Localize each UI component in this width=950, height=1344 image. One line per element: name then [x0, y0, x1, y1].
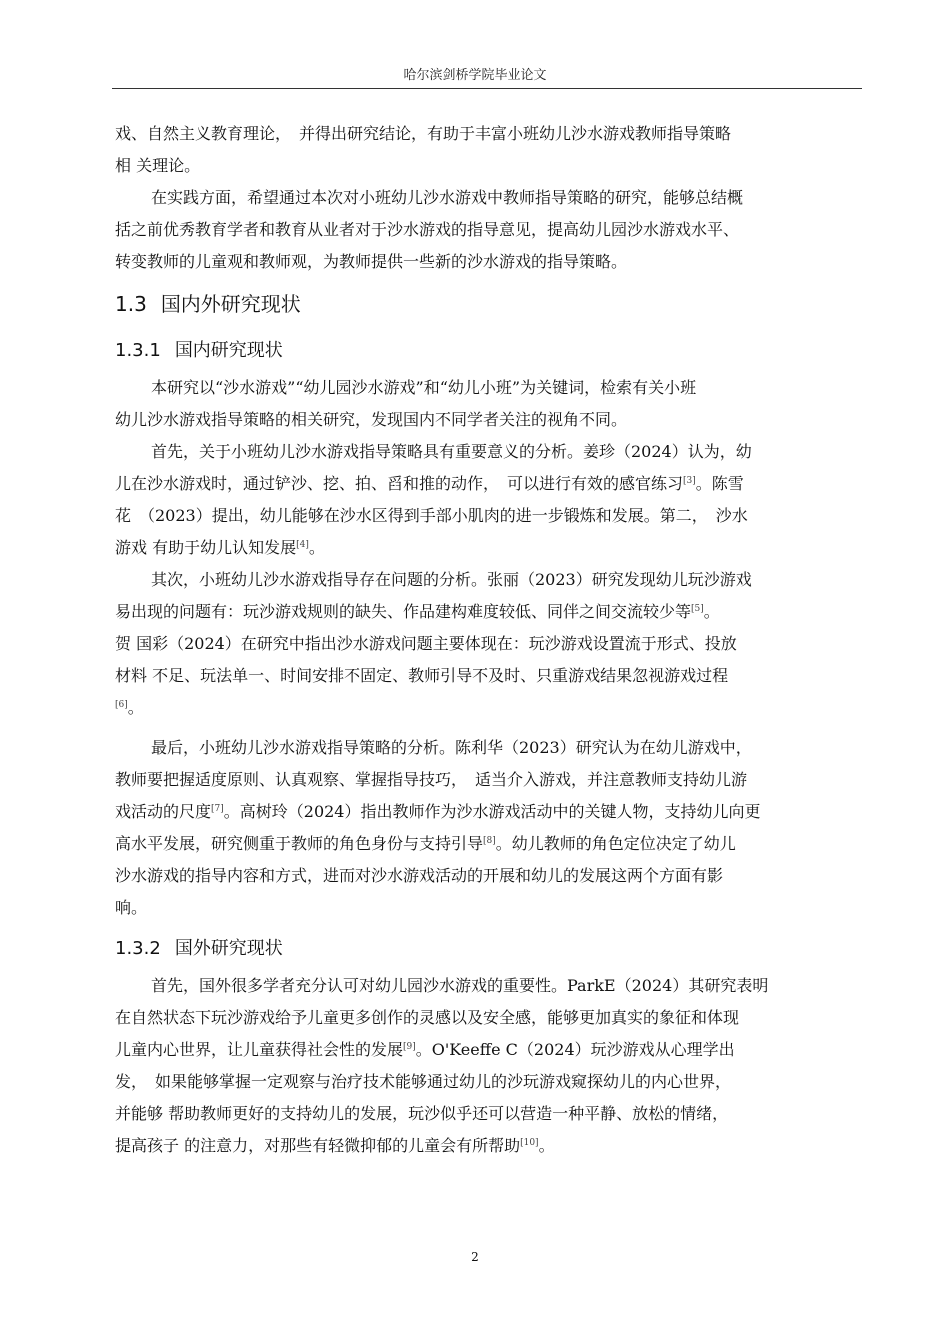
section-number: 1.3.1	[115, 340, 161, 361]
citation-ref: [10]	[520, 1138, 539, 1148]
text-line: 材料 不足、玩法单一、时间安排不固定、教师引导不及时、只重游戏结果忽视游戏过程	[115, 666, 729, 685]
citation-ref: [6]	[115, 700, 128, 710]
text-line	[115, 532, 860, 564]
citation-ref: [8]	[483, 836, 496, 846]
text-span: 游戏 有助于幼儿认知发展	[115, 538, 297, 557]
text-line: 括之前优秀教育学者和教育从业者对于沙水游戏的指导意见，提高幼儿园沙水游戏水平、	[115, 220, 740, 239]
text-line: 响。	[115, 898, 148, 917]
section-number: 1.3	[115, 292, 147, 316]
text-span: 提高孩子 的注意力，对那些有轻微抑郁的儿童会有所帮助	[115, 1136, 521, 1155]
section-title: 国内研究现状	[174, 340, 283, 361]
section-title: 国外研究现状	[174, 938, 283, 959]
text-line	[115, 828, 860, 860]
section-heading-1-3	[115, 278, 860, 326]
section-heading-1-3-2	[115, 924, 860, 970]
paragraph-problems	[115, 564, 860, 724]
text-line	[115, 1130, 860, 1162]
text-line	[115, 1034, 860, 1066]
text-line: 戏、自然主义教育理论， 并得出研究结论，有助于丰富小班幼儿沙水游戏教师指导策略	[115, 124, 732, 143]
text-line	[115, 468, 860, 500]
header-rule	[112, 88, 862, 89]
paragraph-significance	[115, 436, 860, 564]
text-span: 。高树玲（2024）指出教师作为沙水游戏活动中的关键人物，支持幼儿向更	[223, 802, 761, 821]
citation-ref: [7]	[211, 804, 224, 814]
text-line	[115, 796, 860, 828]
text-span: 。幼儿教师的角色定位决定了幼儿	[495, 834, 736, 853]
text-span: 儿在沙水游戏时，通过铲沙、挖、拍、舀和推的动作， 可以进行有效的感官练习	[115, 474, 684, 493]
paragraph-keywords	[115, 372, 860, 436]
text-line: 首先，关于小班幼儿沙水游戏指导策略具有重要意义的分析。姜珍（2024）认为，幼	[151, 442, 752, 461]
text-line: 并能够 帮助教师更好的支持幼儿的发展，玩沙似乎还可以营造一种平静、放松的情绪，	[115, 1104, 729, 1123]
citation-ref: [5]	[691, 604, 704, 614]
text-span: 戏活动的尺度	[115, 802, 212, 821]
text-line: 贺 国彩（2024）在研究中指出沙水游戏问题主要体现在：玩沙游戏设置流于形式、投放	[115, 634, 737, 653]
paragraph-foreign	[115, 970, 860, 1162]
text-line: 教师要把握适度原则、认真观察、掌握指导技巧， 适当介入游戏，并注意教师支持幼儿游	[115, 770, 748, 789]
text-span: 儿童内心世界，让儿童获得社会性的发展	[115, 1040, 404, 1059]
text-line	[115, 596, 860, 628]
paragraph-theory	[115, 118, 860, 182]
text-span: 高水平发展，研究侧重于教师的角色身份与支持引导	[115, 834, 484, 853]
section-heading-1-3-1	[115, 326, 860, 372]
text-line: 在实践方面，希望通过本次对小班幼儿沙水游戏中教师指导策略的研究，能够总结概	[151, 188, 744, 207]
text-line: 在自然状态下玩沙游戏给予儿童更多创作的灵感以及安全感，能够更加真实的象征和体现	[115, 1008, 740, 1027]
section-title: 国内外研究现状	[160, 292, 301, 316]
text-line: 花 （2023）提出，幼儿能够在沙水区得到手部小肌肉的进一步锻炼和发展。第二， 沙水	[115, 506, 748, 525]
section-number: 1.3.2	[115, 938, 161, 959]
paragraph-practice	[115, 182, 860, 278]
document-body	[115, 118, 860, 1162]
page-header: 哈尔滨剑桥学院毕业论文	[403, 68, 547, 83]
citation-ref: [4]	[296, 540, 309, 550]
text-line: 幼儿沙水游戏指导策略的相关研究，发现国内不同学者关注的视角不同。	[115, 410, 628, 429]
citation-ref: [3]	[683, 476, 696, 486]
text-line: 相 关理论。	[115, 156, 201, 175]
text-line	[115, 692, 860, 724]
citation-ref: [9]	[403, 1042, 416, 1052]
text-span: 。	[538, 1136, 555, 1155]
text-span: 。O'Keeffe C（2024）玩沙游戏从心理学出	[415, 1040, 735, 1059]
text-line: 转变教师的儿童观和教师观，为教师提供一些新的沙水游戏的指导策略。	[115, 252, 628, 271]
text-span: 。陈雪	[695, 474, 744, 493]
text-line: 其次，小班幼儿沙水游戏指导存在问题的分析。张丽（2023）研究发现幼儿玩沙游戏	[151, 570, 752, 589]
text-line: 沙水游戏的指导内容和方式，进而对沙水游戏活动的开展和幼儿的发展这两个方面有影	[115, 866, 724, 885]
text-line: 最后，小班幼儿沙水游戏指导策略的分析。陈利华（2023）研究认为在幼儿游戏中，	[151, 738, 752, 757]
text-span: 。	[127, 698, 144, 717]
paragraph-strategies	[115, 732, 860, 924]
text-span: 。	[308, 538, 325, 557]
text-line: 首先，国外很多学者充分认可对幼儿园沙水游戏的重要性。ParkE（2024）其研究表明	[151, 976, 769, 995]
page-number: 2	[471, 1250, 479, 1264]
text-line: 发， 如果能够掌握一定观察与治疗技术能够通过幼儿的沙玩游戏窥探幼儿的内心世界，	[115, 1072, 732, 1091]
text-line: 本研究以“沙水游戏”“幼儿园沙水游戏”和“幼儿小班”为关键词，检索有关小班	[151, 378, 697, 397]
text-span: 。	[703, 602, 720, 621]
text-span: 易出现的问题有：玩沙游戏规则的缺失、作品建构难度较低、同伴之间交流较少等	[115, 602, 692, 621]
